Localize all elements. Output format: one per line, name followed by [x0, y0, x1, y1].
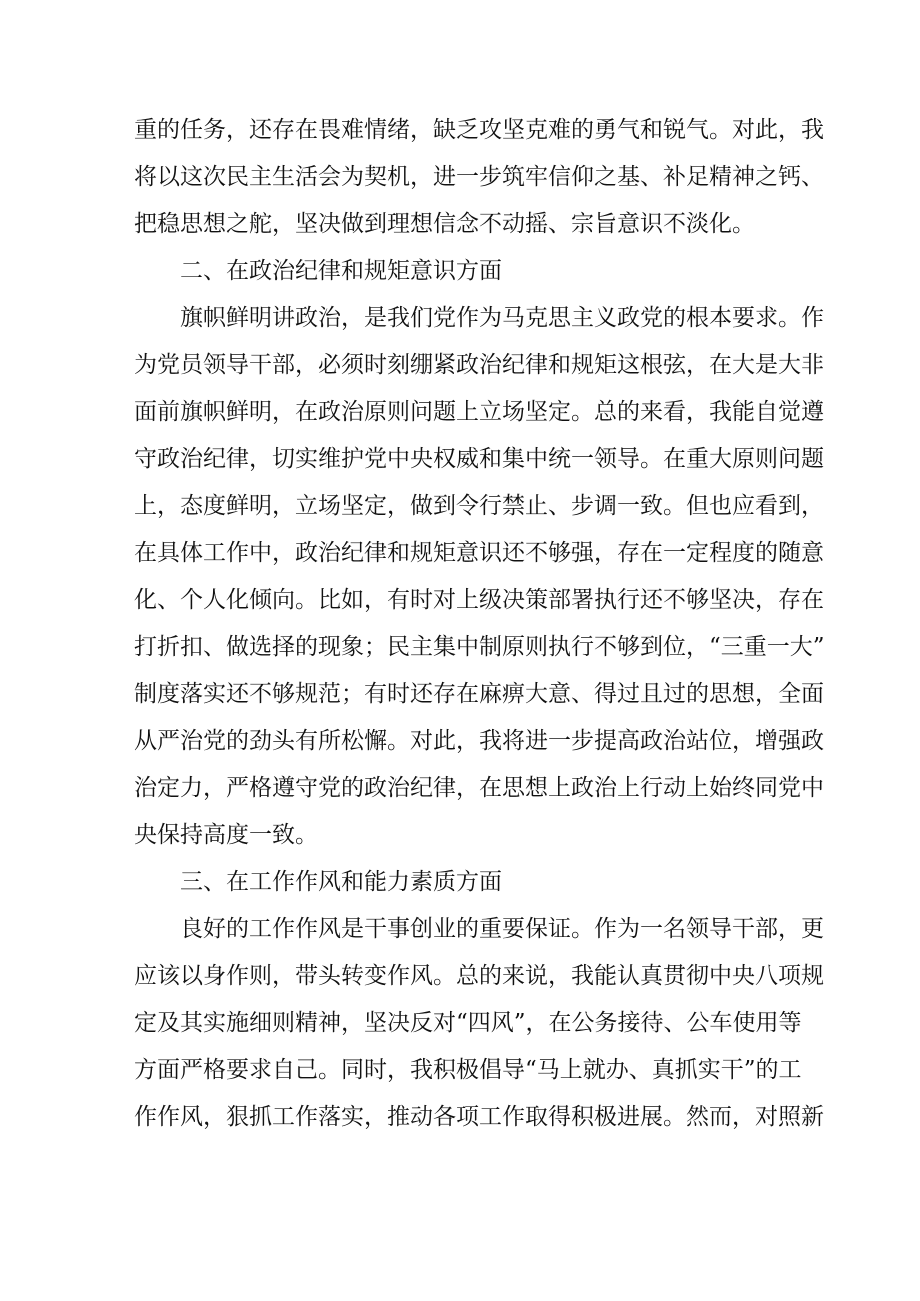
text-line: 打折扣、做选择的现象；民主集中制原则执行不够到位，“三重一大” — [134, 634, 825, 660]
text-line: 治定力，严格遵守党的政治纪律，在思想上政治上行动上始终同党中 — [134, 775, 824, 801]
text-line: 从严治党的劲头有所松懈。对此，我将进一步提高政治站位，增强政 — [134, 728, 824, 754]
text-line: 把稳思想之舵，坚决做到理想信念不动摇、宗旨意识不淡化。 — [134, 211, 755, 237]
text-line: 方面严格要求自己。同时，我积极倡导“马上就办、真抓实干”的工 — [134, 1057, 802, 1083]
text-line: 面前旗帜鲜明，在政治原则问题上立场坚定。总的来看，我能自觉遵 — [134, 399, 824, 425]
text-line: 在具体工作中，政治纪律和规矩意识还不够强，存在一定程度的随意 — [134, 540, 824, 566]
text-line: 作作风，狠抓工作落实，推动各项工作取得积极进展。然而，对照新 — [134, 1104, 824, 1130]
text-line: 良好的工作作风是干事创业的重要保证。作为一名领导干部，更 — [180, 916, 824, 942]
text-line: 将以这次民主生活会为契机，进一步筑牢信仰之基、补足精神之钙、 — [134, 164, 824, 190]
text-line: 旗帜鲜明讲政治，是我们党作为马克思主义政党的根本要求。作 — [180, 305, 824, 331]
text-line: 央保持高度一致。 — [134, 822, 318, 848]
text-line: 定及其实施细则精神，坚决反对“四风”，在公务接待、公车使用等 — [134, 1010, 802, 1036]
text-line: 制度落实还不够规范；有时还存在麻痹大意、得过且过的思想，全面 — [134, 681, 824, 707]
text-line: 化、个人化倾向。比如，有时对上级决策部署执行还不够坚决，存在 — [134, 587, 824, 613]
text-line: 重的任务，还存在畏难情绪，缺乏攻坚克难的勇气和锐气。对此，我 — [134, 117, 824, 143]
section-heading: 三、在工作作风和能力素质方面 — [180, 869, 502, 895]
text-line: 为党员领导干部，必须时刻绷紧政治纪律和规矩这根弦，在大是大非 — [134, 352, 824, 378]
text-line: 守政治纪律，切实维护党中央权威和集中统一领导。在重大原则问题 — [134, 446, 824, 472]
section-heading: 二、在政治纪律和规矩意识方面 — [180, 258, 502, 284]
text-line: 应该以身作则，带头转变作风。总的来说，我能认真贯彻中央八项规 — [134, 963, 824, 989]
text-line: 上，态度鲜明，立场坚定，做到令行禁止、步调一致。但也应看到， — [134, 493, 824, 519]
